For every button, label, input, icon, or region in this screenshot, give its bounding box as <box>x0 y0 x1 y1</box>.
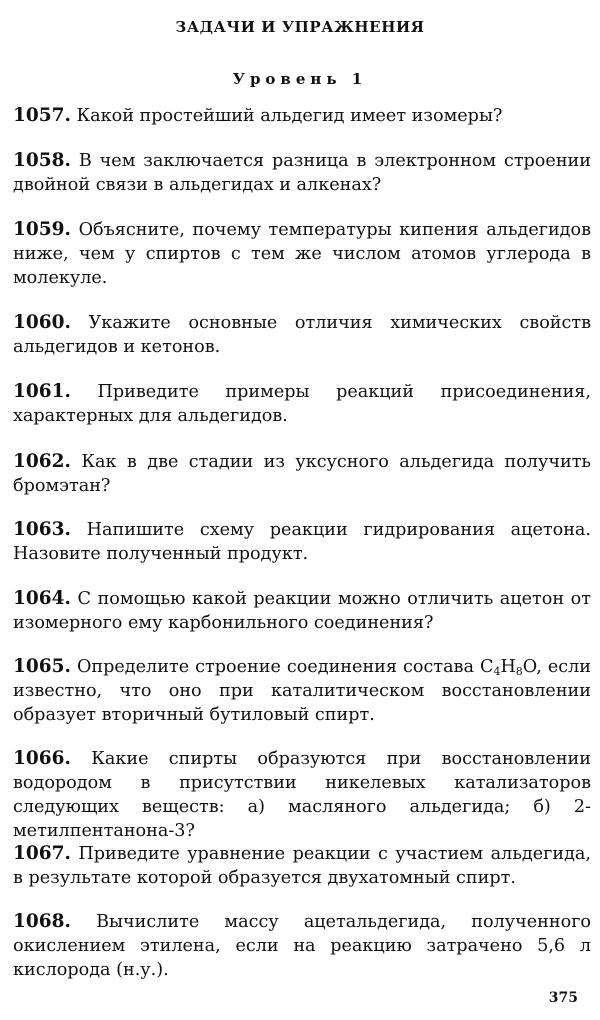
chemical-formula: $C_4H_8O$ <box>479 657 537 678</box>
problem-1064 <box>13 587 591 635</box>
problem-1068 <box>13 910 591 982</box>
level-heading: Уровень 1 <box>232 70 368 88</box>
problem-1058 <box>13 149 591 197</box>
problem-text: Какой простейший альдегид имеет изомеры? <box>76 106 503 126</box>
problem-text: Приведите примеры реакций присоединения, характерных для альдегидов. <box>13 382 591 426</box>
problem-number: 1057. <box>13 105 71 126</box>
problem-text: Какие спирты образуются при восстановлении водородом в присутствии никелевых катализаторов следующих веществ: а) масляного альдегида; б) 2-метилпентанона-3? <box>13 749 592 841</box>
problem-number: 1060. <box>13 312 71 333</box>
problem-1059 <box>13 218 591 290</box>
problem-1062 <box>13 450 591 498</box>
problem-number: 1063. <box>13 519 71 540</box>
problem-number: 1062. <box>13 451 71 472</box>
page-number: 375 <box>548 990 578 1006</box>
problem-number: 1061. <box>13 381 71 402</box>
problem-text: Укажите основные отличия химических свойств альдегидов и кетонов. <box>13 313 592 357</box>
problem-1063 <box>13 518 591 566</box>
problem-text: Вычислите массу ацетальдегида, полученного окислением этилена, если на реакцию затрачено 5,6 л кислорода (н.у.). <box>13 912 592 980</box>
problem-1066 <box>13 747 591 843</box>
problem-text: Приведите уравнение реакции с участием альдегида, в результате которой образуется двухатомный спирт. <box>13 844 591 888</box>
problem-text: С помощью какой реакции можно отличить ацетон от изомерного ему карбонильного соединения? <box>13 589 591 633</box>
problem-number: 1066. <box>13 748 71 769</box>
problem-number: 1067. <box>13 843 71 864</box>
problem-text-before: Определите строение соединения состава <box>76 657 480 677</box>
problem-number: 1064. <box>13 588 71 609</box>
problem-number: 1068. <box>13 911 71 932</box>
problem-text-after: , если известно, что оно при каталитическом восстановлении образует вторичный бутиловый спирт. <box>13 657 591 725</box>
problem-1067 <box>13 842 591 890</box>
problem-text: Объясните, почему температуры кипения альдегидов ниже, чем у спиртов с тем же числом атомов углерода в молекуле. <box>13 220 592 288</box>
problem-number: 1058. <box>13 150 71 171</box>
problem-number: 1059. <box>13 219 71 240</box>
problem-1057 <box>13 104 591 128</box>
problem-1061 <box>13 380 591 428</box>
problem-1065 <box>13 655 591 727</box>
problem-number: 1065. <box>13 656 71 677</box>
problem-text: Напишите схему реакции гидрирования ацетона. Назовите полученный продукт. <box>13 520 592 564</box>
problem-1060 <box>13 311 591 359</box>
section-heading: ЗАДАЧИ И УПРАЖНЕНИЯ <box>175 18 425 36</box>
problem-text: В чем заключается разница в электронном строении двойной связи в альдегидах и алкенах? <box>13 151 591 195</box>
problem-text: Как в две стадии из уксусного альдегида получить бромэтан? <box>13 452 592 496</box>
